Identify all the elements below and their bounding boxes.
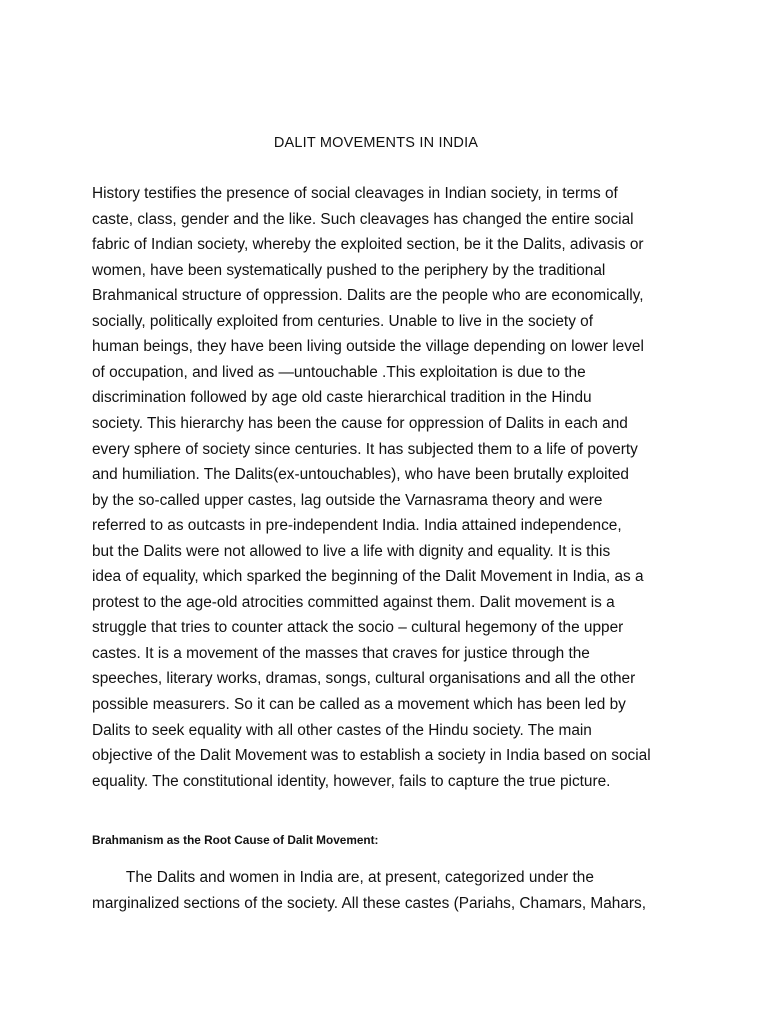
text-line: of occupation, and lived as ―untouchable .This exploitation is due to the	[92, 363, 586, 381]
text-line: marginalized sections of the society. All these castes (Pariahs, Chamars, Mahars,	[92, 895, 647, 912]
text-line: History testifies the presence of social cleavages in Indian society, in terms of	[92, 185, 618, 202]
text-line: referred to as outcasts in pre-independent India. India attained independence,	[92, 517, 622, 535]
text-line: by the so-called upper castes, lag outside the Varnasrama theory and were	[92, 491, 603, 509]
text-line: society. This hierarchy has been the cause for oppression of Dalits in each and	[92, 414, 628, 432]
document-title: DALIT MOVEMENTS IN INDIA	[273, 135, 479, 151]
text-line: and humiliation. The Dalits(ex-untouchables), who have been brutally exploited	[92, 466, 629, 484]
text-line: idea of equality, which sparked the beginning of the Dalit Movement in India, as a	[92, 568, 644, 586]
text-line: every sphere of society since centuries. It has subjected them to a life of poverty	[92, 440, 638, 458]
section-heading: Brahmanism as the Root Cause of Dalit Movement:	[92, 833, 379, 847]
text-line: castes. It is a movement of the masses that craves for justice through the	[92, 644, 590, 662]
text-line: objective of the Dalit Movement was to establish a society in India based on social	[92, 747, 651, 765]
text-line: socially, politically exploited from centuries. Unable to live in the society of	[92, 312, 593, 330]
text-line: The Dalits and women in India are, at present, categorized under the	[92, 869, 594, 886]
text-line: speeches, literary works, dramas, songs, cultural organisations and all the other	[92, 670, 636, 688]
text-line: Brahmanical structure of oppression. Dalits are the people who are economically,	[92, 287, 644, 305]
text-line: but the Dalits were not allowed to live a life with dignity and equality. It is this	[92, 542, 611, 560]
text-line: caste, class, gender and the like. Such cleavages has changed the entire social	[92, 210, 634, 228]
text-line: Dalits to seek equality with all other castes of the Hindu society. The main	[92, 721, 592, 739]
text-line: struggle that tries to counter attack the socio – cultural hegemony of the upper	[92, 619, 624, 637]
text-line: equality. The constitutional identity, however, fails to capture the true picture.	[92, 772, 611, 790]
text-line: discrimination followed by age old caste hierarchical tradition in the Hindu	[92, 389, 592, 407]
text-line: women, have been systematically pushed to the periphery by the traditional	[92, 261, 606, 279]
text-line: fabric of Indian society, whereby the exploited section, be it the Dalits, adivasis or	[92, 236, 644, 254]
text-line: possible measurers. So it can be called as a movement which has been led by	[92, 696, 626, 713]
text-line: human beings, they have been living outside the village depending on lower level	[92, 338, 644, 356]
text-line: protest to the age-old atrocities committed against them. Dalit movement is a	[92, 593, 615, 611]
